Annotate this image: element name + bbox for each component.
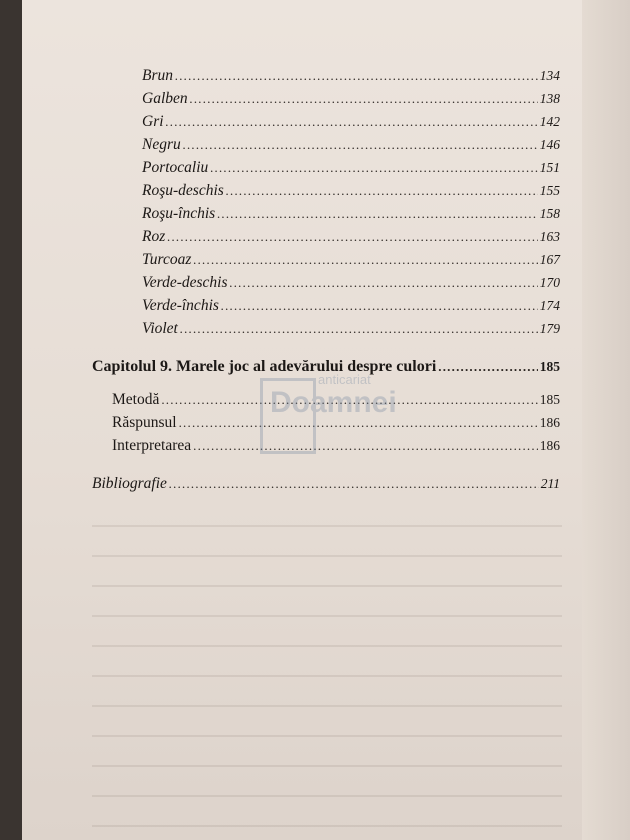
- section-label: Răspunsul: [112, 414, 177, 431]
- entry-page: 138: [539, 91, 560, 106]
- entry-page: 179: [539, 321, 560, 336]
- watermark-small-text: anticariat: [318, 372, 371, 387]
- entry-page: 170: [539, 275, 560, 290]
- entry-label: Turcoaz: [142, 251, 192, 268]
- entry-label: Violet: [142, 320, 178, 337]
- entry-label: Brun: [142, 67, 173, 84]
- entry-label: Galben: [142, 90, 188, 107]
- entry-label: Portocaliu: [142, 159, 209, 176]
- entry-label: Roz: [142, 228, 166, 245]
- chapter-page: 185: [539, 359, 560, 374]
- entry-page: 134: [539, 68, 560, 83]
- entry-page: 146: [539, 137, 560, 152]
- entry-label: Gri: [142, 113, 164, 130]
- toc-entry: [142, 204, 560, 226]
- toc-entry: [142, 273, 560, 295]
- toc-entry: [142, 112, 560, 134]
- toc-entry: [142, 319, 560, 341]
- toc-entry: [142, 296, 560, 318]
- toc-entry: [142, 227, 560, 249]
- section-page: 186: [539, 415, 560, 430]
- entry-page: 163: [539, 229, 560, 244]
- watermark-logo: [260, 372, 402, 460]
- adjacent-page-edge: [582, 0, 630, 840]
- entry-page: 142: [539, 114, 560, 129]
- section-page: 185: [539, 392, 560, 407]
- toc-entry: [142, 89, 560, 111]
- entry-label: Verde-deschis: [142, 274, 228, 291]
- entry-label: Negru: [142, 136, 181, 153]
- section-label: Metodă: [112, 391, 160, 408]
- section-page: 186: [539, 438, 560, 453]
- toc-entry: [142, 181, 560, 203]
- section-label: Interpretarea: [112, 437, 192, 454]
- entry-label: Roşu-deschis: [142, 182, 224, 199]
- book-page: [22, 0, 582, 840]
- entry-label: Verde-închis: [142, 297, 219, 314]
- toc-entry: [142, 66, 560, 88]
- watermark-big-text: Doamnei: [270, 386, 397, 419]
- bibliography-label: Bibliografie: [92, 475, 167, 492]
- entry-page: 151: [539, 160, 560, 175]
- toc-bibliography: [92, 474, 560, 496]
- entry-page: 155: [539, 183, 560, 198]
- entry-page: 167: [539, 252, 560, 267]
- bibliography-page: 211: [540, 476, 560, 491]
- entry-page: 174: [539, 298, 560, 313]
- entry-label: Roşu-închis: [142, 205, 216, 222]
- chapter-title: Capitolul 9. Marele joc al adevărului despre culori: [92, 358, 437, 375]
- toc-entry: [142, 135, 560, 157]
- toc-entry: [142, 158, 560, 180]
- entry-page: 158: [539, 206, 560, 221]
- toc-entry: [142, 250, 560, 272]
